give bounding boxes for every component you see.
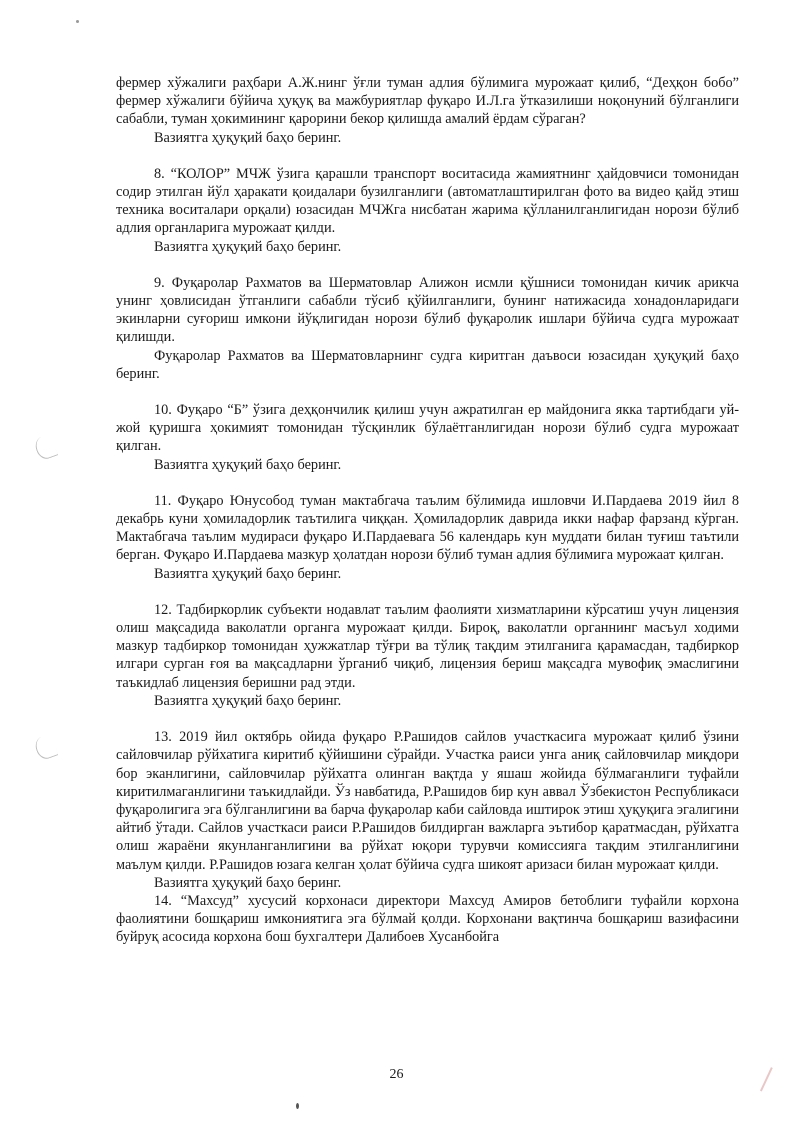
task-instruction: Вазиятга ҳуқуқий баҳо беринг. (154, 692, 342, 709)
task-instruction: Вазиятга ҳуқуқий баҳо беринг. (154, 456, 342, 473)
paragraph-gap (116, 383, 739, 401)
task-instruction: Вазиятга ҳуқуқий баҳо беринг. (154, 565, 342, 582)
paragraph: 8. “КОЛОР” МЧЖ ўзига қарашли транспорт воситасида жамиятнинг ҳайдовчиси томонидан содир этилган йўл ҳаракати қоидалари бузилганлиги (автоматлаштирилган фото ва видео қайд этиш техника воситалари орқали) юзасидан МЧЖга нисбатан жарима қўлланилганлигидан норози бўлиб адлия органларига мурожаат қилди. (116, 165, 739, 237)
paragraph-gap (116, 583, 739, 601)
document-page (116, 74, 739, 947)
paragraph-gap (116, 147, 739, 165)
task-instruction: Вазиятга ҳуқуқий баҳо беринг. (154, 129, 342, 146)
speck-top (76, 20, 79, 23)
paragraph-gap (116, 474, 739, 492)
paragraph: 12. Тадбиркорлик субъекти нодавлат таълим фаолияти хизматларини кўрсатиш учун лицензия олиш мақсадида ваколатли органга мурожаат қилди. Бироқ, ваколатли органнинг масъул ходими мазкур тадбиркор томонидан ҳужжатлар тўғри ва тўлиқ тақдим этилганига қарамасдан, тадбиркор илгари сурган ғоя ва мақсадларни ўрганиб чиқиб, лицензия бериш мақсадга мувофиқ эмаслигини таъкидлаб лицензия беришни рад этди. (116, 601, 739, 691)
task-instruction: Вазиятга ҳуқуқий баҳо беринг. (154, 238, 342, 255)
task-instruction: Фуқаролар Рахматов ва Шерматовларнинг судга киритган даъвоси юзасидан ҳуқуқий баҳо беринг. (116, 347, 739, 382)
paragraph: 10. Фуқаро “Б” ўзига деҳқончилик қилиш учун ажратилган ер майдонига якка тартибдаги уй-жой қуришга ҳокимият томонидан тўсқинлик бўлаётганлигидан норози бўлиб судга мурожаат қилган. (116, 402, 739, 455)
paragraph: 13. 2019 йил октябрь ойида фуқаро Р.Рашидов сайлов участкасига мурожаат қилиб ўзини сайловчилар рўйхатига киритиб қўйишини сўрайди. Участка раиси унга аниқ сайловчилар миқдори бор эканлигини, сайловчилар рўйхатга олинган вақтда у яшаш жойида бўлмаганлиги туфайли киритилмаганлигини таъкидлайди. Ўз навбатида, Р.Рашидов бир кун аввал Ўзбекистон Республикаси фуқаролигига эга бўлганлигини ва барча фуқаролар каби сайловда иштирок этиш ҳуқуқига эгалигини айтиб ўтади. Сайлов участкаси раиси Р.Рашидов билдирган важларга эътибор қаратмасдан, рўйхатга олиш жараёни якунланганлигини ва рўйхат юқори турувчи комиссияга тақдим этилганлигини маълум қилди. Р.Рашидов юзага келган ҳолат бўйича судга шикоят аризаси билан мурожаат қилди. (116, 729, 739, 873)
paragraph: 14. “Махсуд” хусусий корхонаси директори Махсуд Амиров бетоблиги туфайли корхона фаолиятини бошқариш имкониятига эга бўлмай қолди. Корхонани вақтинча бошқариш вазифасини буйруқ асосида корхона бош бухгалтери Далибоев Хусанбойга (116, 892, 739, 946)
punch-hole-mark-lower (33, 733, 59, 761)
task-instruction: Вазиятга ҳуқуқий баҳо беринг. (154, 874, 342, 891)
paragraph: фермер хўжалиги раҳбари А.Ж.нинг ўғли туман адлия бўлимига мурожаат қилиб, “Деҳқон бобо” фермер хўжалиги бўйича ҳуқуқ ва мажбуриятлар фуқаро И.Л.га ўтказилиши ноқонуний бўлганлиги сабабли, туман ҳокимининг қарорини бекор қилишда амалий ёрдам сўраган? (116, 75, 739, 128)
punch-hole-mark-upper (33, 433, 59, 461)
paragraph: 9. Фуқаролар Рахматов ва Шерматовлар Алижон исмли қўшниси томонидан кичик арикча унинг ҳовлисидан ўтганлиги сабабли тўсиб қўйилганлиги, бунинг натижасида хонадонларидаги экинларни суғориш имкони йўқлигидан норози бўлиб фуқаролик ишлари бўйича судга мурожаат қилишди. (116, 274, 739, 346)
speck-bottom (296, 1103, 299, 1109)
paragraph-gap (116, 710, 739, 728)
paragraph-gap (116, 256, 739, 274)
paragraph: 11. Фуқаро Юнусобод туман мактабгача таълим бўлимида ишловчи И.Пардаева 2019 йил 8 декабрь куни ҳомиладорлик таътилига чиққан. Ҳомиладорлик даврида икки нафар фарзанд кўрган. Мактабгача таълим мудираси фуқаро И.Пардаевага 56 календарь кун муддати билан туғиш таътили берган. Фуқаро И.Пардаева мазкур ҳолатдан норози бўлиб туман адлия бўлимига мурожаат қилган. (116, 492, 739, 564)
page-number: 26 (389, 1067, 404, 1082)
